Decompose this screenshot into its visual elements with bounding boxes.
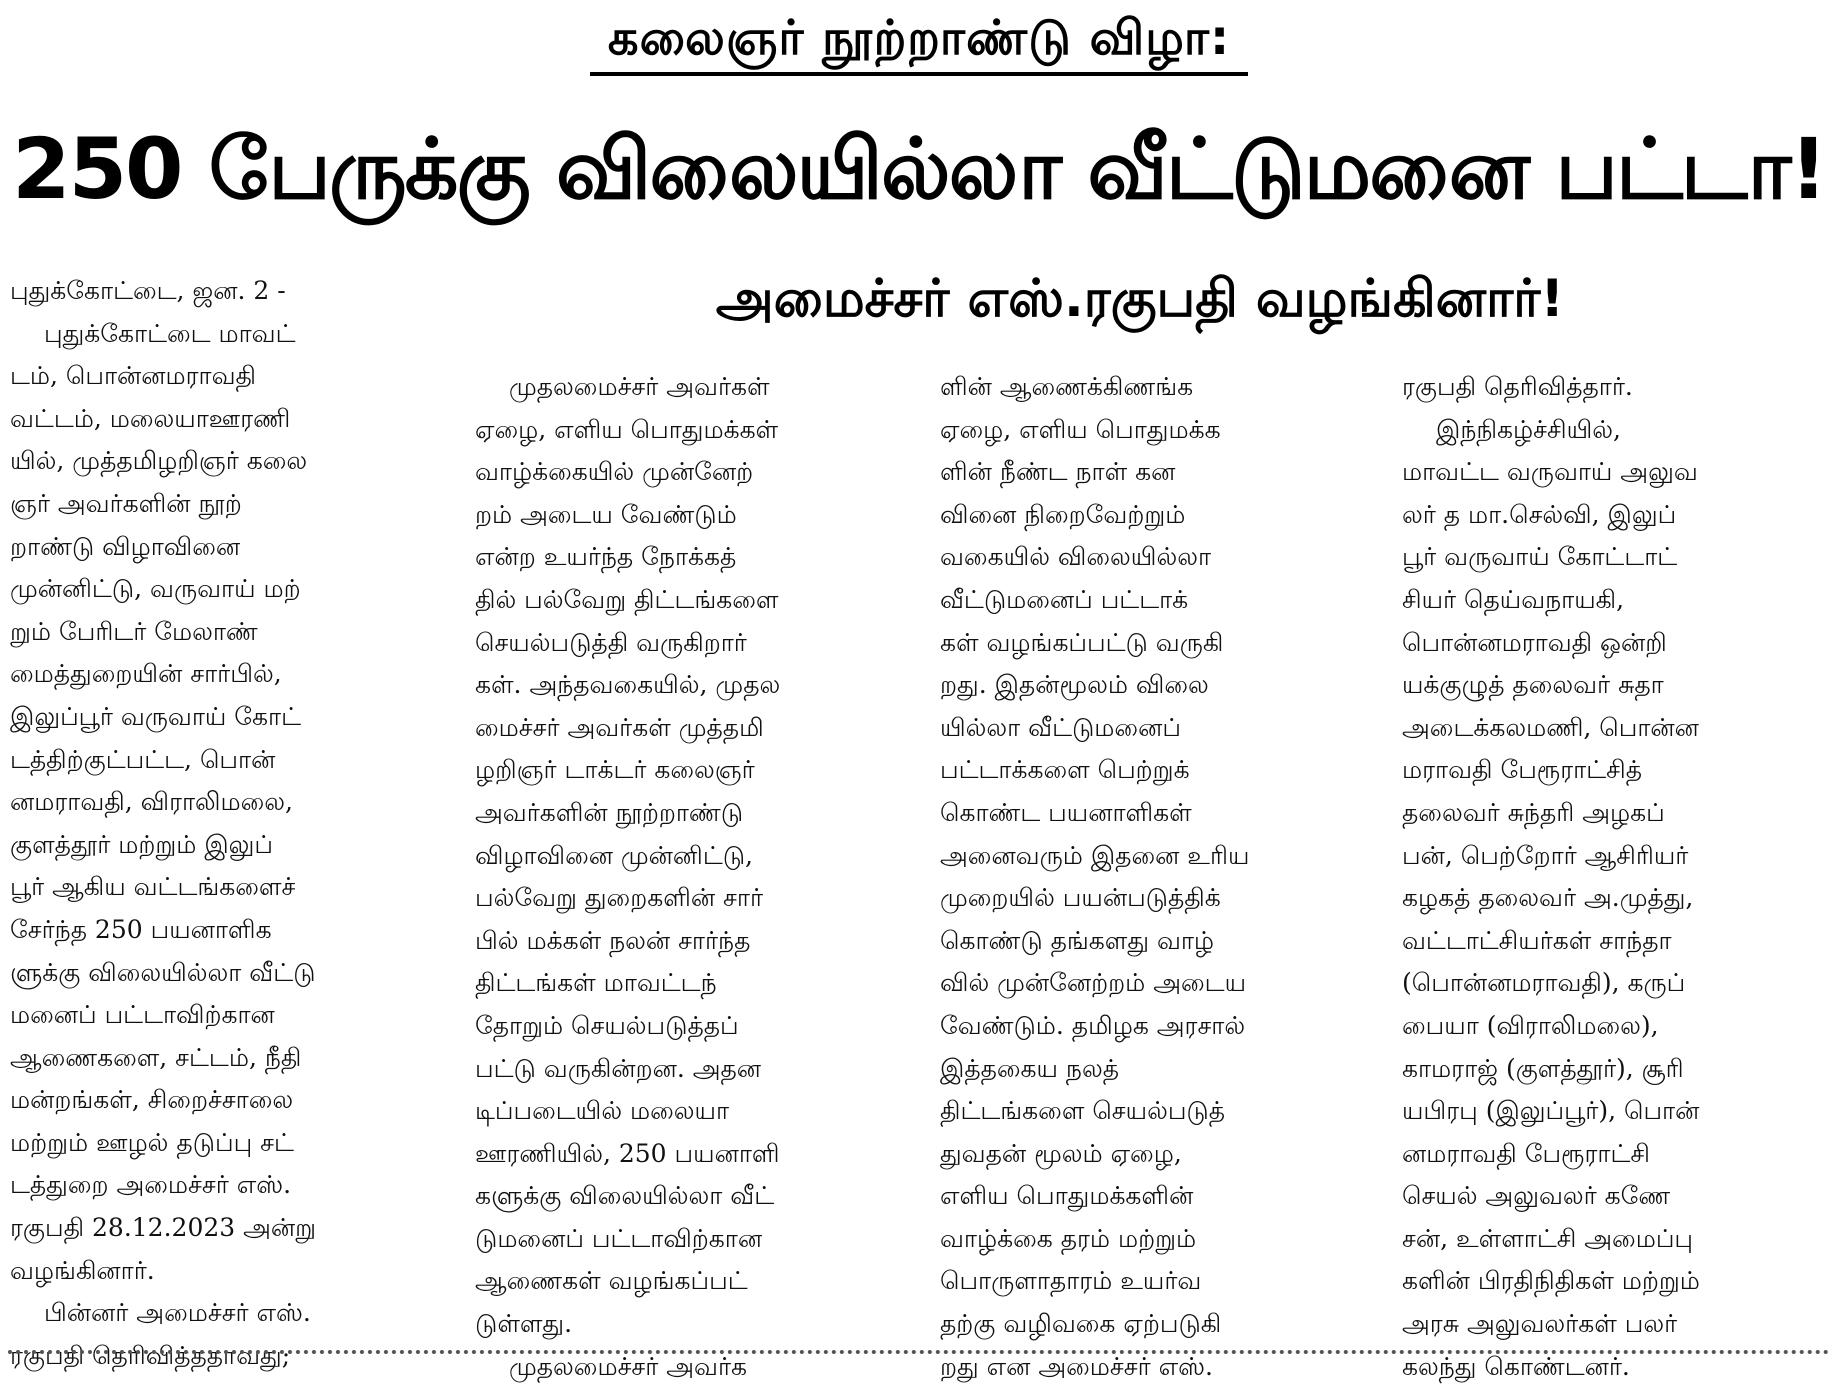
article-line: அரசு அலுவலர்கள் பலர் [1402, 1309, 1678, 1339]
article-line: பூர் வருவாய் கோட்டாட் [1402, 542, 1678, 572]
article-line: (பொன்னமராவதி), கருப் [1402, 968, 1686, 998]
bottom-dotted-rule [8, 1350, 1830, 1354]
article-line: வேண்டும். தமிழக அரசால் [940, 1010, 1246, 1040]
article-line: முதலமைச்சர் அவர்கள் [509, 372, 770, 401]
article-line: ரகுபதி 28.12.2023 அன்று [10, 1213, 317, 1243]
article-line: அவர்களின் நூற்றாண்டு [475, 797, 744, 827]
headline: 250 பேருக்கு விலையில்லா வீட்டுமனை பட்டா! [12, 120, 1826, 218]
article-line: ஆணைகள் வழங்கப்பட் [475, 1266, 748, 1296]
article-line: வட்டாட்சியர்கள் சாந்தா [1402, 925, 1672, 955]
article-line: பொன்னமராவதி ஒன்றி [1402, 627, 1667, 657]
article-line: ஊரணியில், 250 பயனாளி [475, 1138, 780, 1168]
article-line: லர் த மா.செல்வி, இலுப் [1402, 499, 1677, 529]
article-line: முதலமைச்சர் அவர்க [509, 1351, 748, 1381]
article-line: றது என அமைச்சர் எஸ். [940, 1351, 1213, 1381]
article-line: திட்டங்களை செயல்படுத் [940, 1096, 1226, 1126]
article-line: றும் பேரிடர் மேலாண் [10, 616, 258, 646]
article-line: றது. இதன்மூலம் விலை [940, 670, 1209, 700]
article-line: மன்றங்கள், சிறைச்சாலை [10, 1085, 294, 1115]
article-line: பில் மக்கள் நலன் சார்ந்த [475, 925, 751, 955]
article-line: டம், பொன்னமராவதி [10, 361, 257, 391]
article-line: வகையில் விலையில்லா [940, 542, 1212, 572]
article-line: எளிய பொதுமக்களின் [940, 1181, 1194, 1211]
article-line: வட்டம், மலையாஊரணி [10, 403, 291, 433]
article-line: ரகுபதி தெரிவித்ததாவது; [10, 1340, 291, 1370]
article-line: முறையில் பயன்படுத்திக் [940, 883, 1221, 913]
article-line: களுக்கு விலையில்லா வீட் [475, 1181, 775, 1211]
article-line: டத்திற்குட்பட்ட, பொன் [10, 744, 276, 774]
article-line: புதுக்கோட்டை, ஜன. 2 - [10, 276, 286, 305]
article-line: கழகத் தலைவர் அ.முத்து, [1402, 883, 1694, 913]
article-line: சேர்ந்த 250 பயனாளிக [10, 914, 272, 944]
article-line: டுமனைப் பட்டாவிற்கான [475, 1223, 763, 1253]
article-line: மைச்சர் அவர்கள் முத்தமி [475, 712, 764, 742]
kicker-title: கலைஞர் நூற்றாண்டு விழா: [590, 6, 1248, 76]
article-line: முன்னிட்டு, வருவாய் மற் [10, 574, 301, 604]
article-line: புதுக்கோட்டை மாவட் [44, 318, 296, 348]
article-line: யில், முத்தமிழறிஞர் கலை [10, 446, 308, 476]
article-line: ஞர் அவர்களின் நூற் [10, 488, 242, 518]
article-line: னமராவதி, விராலிமலை, [10, 787, 293, 817]
article-line: பின்னர் அமைச்சர் எஸ். [44, 1298, 311, 1328]
article-line: வாழ்க்கை தரம் மற்றும் [940, 1223, 1197, 1253]
article-line: கொண்ட பயனாளிகள் [940, 797, 1192, 827]
article-line: தில் பல்வேறு திட்டங்களை [475, 584, 779, 614]
article-line: மராவதி பேரூராட்சித் [1402, 755, 1642, 785]
article-line: றாண்டு விழாவினை [10, 531, 241, 561]
article-line: பொருளாதாரம் உயர்வ [940, 1266, 1202, 1296]
article-line: விழாவினை முன்னிட்டு, [475, 840, 753, 870]
article-line: களின் பிரதிநிதிகள் மற்றும் [1402, 1266, 1700, 1296]
article-line: பன், பெற்றோர் ஆசிரியர் [1402, 840, 1689, 870]
article-line: திட்டங்கள் மாவட்டந் [475, 968, 717, 998]
article-line: தலைவர் சுந்தரி அழகப் [1402, 797, 1665, 827]
article-line: டிப்படையில் மலையா [475, 1096, 730, 1126]
article-line: பூர் ஆகிய வட்டங்களைச் [10, 872, 296, 902]
article-line: ஏழை, எளிய பொதுமக்கள் [475, 414, 779, 444]
article-line: காமராஜ் (குளத்தூர்), சூரி [1402, 1053, 1684, 1083]
article-line: ஏழை, எளிய பொதுமக்க [940, 414, 1221, 444]
article-column-3 [940, 366, 1372, 1388]
article-line: செயல்படுத்தி வருகிறார் [475, 627, 747, 657]
article-line: இத்தகைய நலத் [940, 1053, 1119, 1083]
article-line: டத்துறை அமைச்சர் எஸ். [10, 1170, 292, 1200]
article-line: இலுப்பூர் வருவாய் கோட் [10, 701, 301, 731]
article-line: குளத்தூர் மற்றும் இலுப் [10, 829, 274, 859]
article-column-1 [10, 270, 450, 1377]
article-line: கொண்டு தங்களது வாழ் [940, 925, 1215, 955]
article-line: மற்றும் ஊழல் தடுப்பு சட் [10, 1127, 294, 1157]
article-line: அனைவரும் இதனை உரிய [940, 840, 1250, 870]
article-line: வாழ்க்கையில் முன்னேற் [475, 457, 754, 487]
article-line: என்ற உயர்ந்த நோக்கத் [475, 542, 737, 572]
article-line: ஆணைகளை, சட்டம், நீதி [10, 1042, 302, 1072]
article-line: யில்லா வீட்டுமனைப் [940, 712, 1181, 742]
article-line: மைத்துறையின் சார்பில், [10, 659, 282, 689]
article-line: வில் முன்னேற்றம் அடைய [940, 968, 1247, 998]
article-line: பட்டு வருகின்றன. அதன [475, 1053, 762, 1083]
article-column-4 [1402, 366, 1834, 1388]
article-line: ளின் ஆணைக்கிணங்க [940, 372, 1194, 401]
article-line: ரகுபதி தெரிவித்தார். [1402, 372, 1633, 401]
article-line: கள். அந்தவகையில், முதல [475, 670, 781, 700]
article-line: னமராவதி பேரூராட்சி [1402, 1138, 1650, 1168]
article-line: வீட்டுமனைப் பட்டாக் [940, 584, 1189, 614]
article-line: பையா (விராலிமலை), [1402, 1010, 1659, 1040]
article-line: செயல் அலுவலர் கணே [1402, 1181, 1671, 1211]
article-line: டுள்ளது. [475, 1309, 573, 1339]
article-line: தற்கு வழிவகை ஏற்படுகி [940, 1309, 1222, 1339]
article-line: ழறிஞர் டாக்டர் கலைஞர் [475, 755, 755, 785]
article-line: கள் வழங்கப்பட்டு வருகி [940, 627, 1224, 657]
article-line: யபிரபு (இலுப்பூர்), பொன் [1402, 1096, 1700, 1126]
article-line: இந்நிகழ்ச்சியில், [1436, 414, 1621, 444]
article-line: அடைக்கலமணி, பொன்ன [1402, 712, 1699, 742]
article-line: ளுக்கு விலையில்லா வீட்டு [10, 957, 316, 987]
kicker-container [0, 6, 1838, 86]
article-line: பல்வேறு துறைகளின் சார் [475, 883, 764, 913]
article-line: பட்டாக்களை பெற்றுக் [940, 755, 1190, 785]
article-line: சன், உள்ளாட்சி அமைப்பு [1402, 1223, 1694, 1253]
subheadline: அமைச்சர் எஸ்.ரகுபதி வழங்கினார்! [715, 269, 1565, 329]
article-column-2 [475, 366, 905, 1388]
article-line: யக்குழுத் தலைவர் சுதா [1402, 670, 1664, 700]
article-line: மாவட்ட வருவாய் அலுவ [1402, 457, 1698, 487]
article-line: வினை நிறைவேற்றும் [940, 499, 1186, 529]
article-line: சியர் தெய்வநாயகி, [1402, 584, 1625, 614]
article-line: ளின் நீண்ட நாள் கன [940, 457, 1176, 487]
article-line: துவதன் மூலம் ஏழை, [940, 1138, 1182, 1168]
article-line: தோறும் செயல்படுத்தப் [475, 1010, 739, 1040]
article-line: றம் அடைய வேண்டும் [475, 499, 737, 529]
article-line: கலந்து கொண்டனர். [1402, 1351, 1630, 1381]
article-line: வழங்கினார். [10, 1255, 155, 1285]
article-line: மனைப் பட்டாவிற்கான [10, 1000, 275, 1030]
